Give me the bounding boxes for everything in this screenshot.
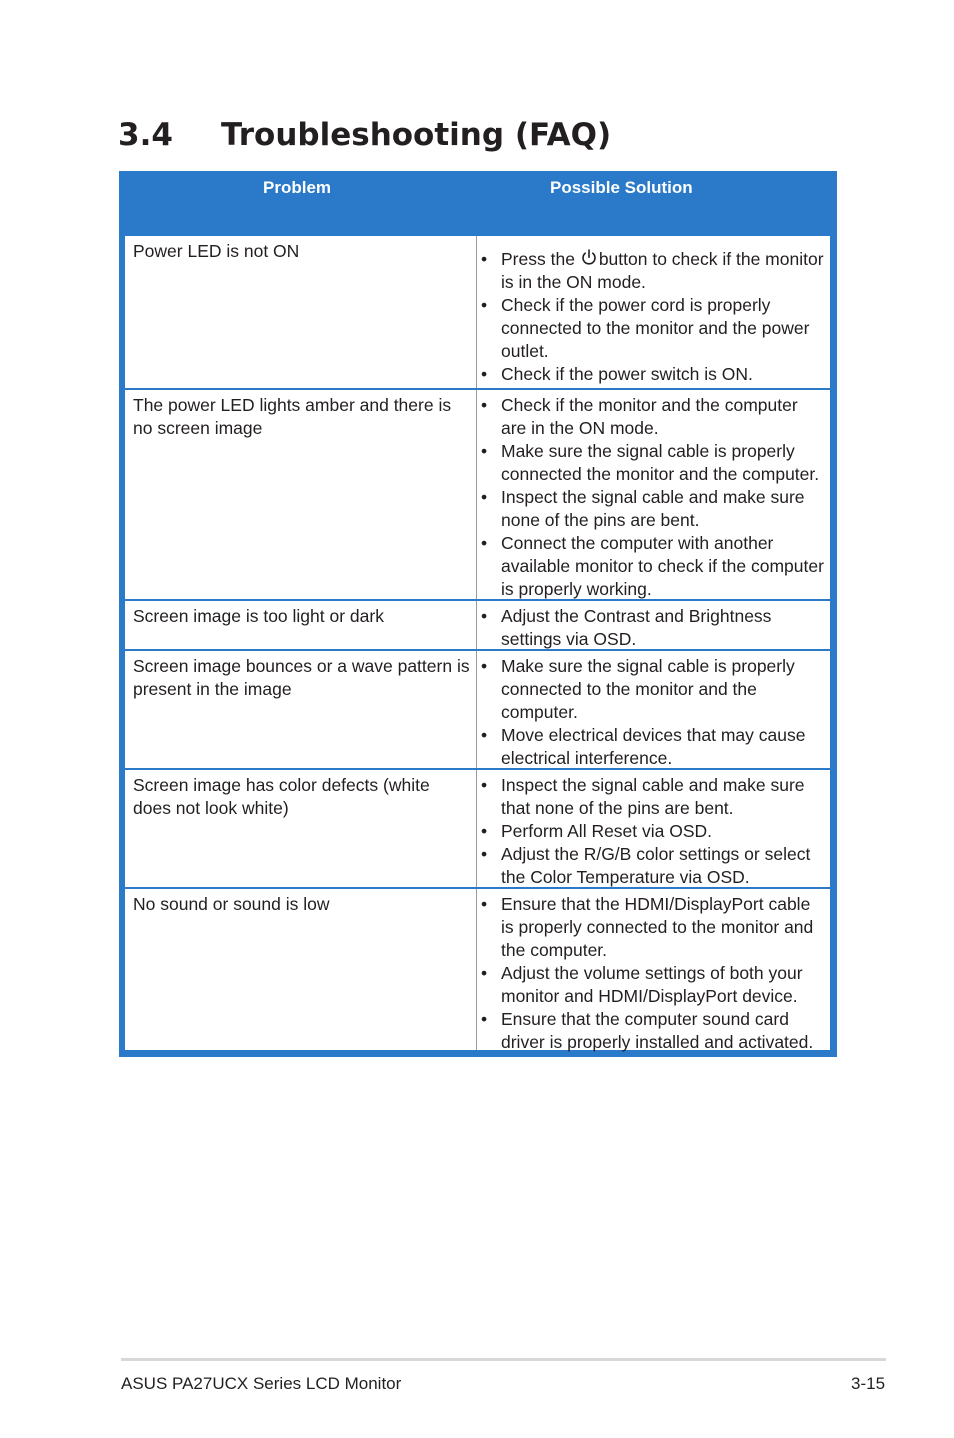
troubleshooting-table <box>119 171 837 1057</box>
solution-list <box>481 655 826 770</box>
footer-divider <box>121 1358 886 1361</box>
solution-item: • Make sure the signal cable is properly connected to the monitor and the computer. <box>481 655 826 724</box>
solution-list <box>481 248 826 386</box>
solution-cell <box>476 601 830 649</box>
table-row <box>125 770 830 887</box>
solution-list <box>481 394 826 601</box>
solution-text-before: Press the <box>501 249 575 269</box>
section-number: 3.4 <box>118 117 173 153</box>
solution-item: • Ensure that the computer sound card driver is properly installed and activated. <box>481 1008 826 1054</box>
solution-cell <box>476 651 830 768</box>
solution-item: • Inspect the signal cable and make sure none of the pins are bent. <box>481 486 826 532</box>
section-title: Troubleshooting (FAQ) <box>221 117 612 153</box>
solution-cell <box>476 889 830 1050</box>
solution-item: • Adjust the Contrast and Brightness settings via OSD. <box>481 605 826 651</box>
solution-item <box>481 248 826 294</box>
solution-item: • Check if the monitor and the computer are in the ON mode. <box>481 394 826 440</box>
solution-list <box>481 774 826 889</box>
solution-cell <box>476 390 830 599</box>
column-header-solution: Possible Solution <box>550 178 693 197</box>
problem-cell: Screen image has color defects (white does not look white) <box>133 775 430 818</box>
solution-item: • Check if the power cord is properly connected to the monitor and the power outlet. <box>481 294 826 363</box>
solution-item: • Adjust the R/G/B color settings or select the Color Temperature via OSD. <box>481 843 826 889</box>
solution-list <box>481 605 826 651</box>
problem-cell: Screen image is too light or dark <box>133 606 384 626</box>
solution-item: • Check if the power switch is ON. <box>481 363 826 386</box>
section-heading <box>118 112 611 158</box>
solution-item: • Make sure the signal cable is properly connected the monitor and the computer. <box>481 440 826 486</box>
page-number: 3-15 <box>851 1374 886 1393</box>
solution-item: • Inspect the signal cable and make sure that none of the pins are bent. <box>481 774 826 820</box>
problem-cell: The power LED lights amber and there is no screen image <box>133 395 452 438</box>
problem-cell: Screen image bounces or a wave pattern is present in the image <box>133 656 470 699</box>
problem-cell: No sound or sound is low <box>133 894 330 914</box>
table-row <box>125 889 830 1050</box>
column-header-problem: Problem <box>263 178 332 197</box>
solution-list <box>481 893 826 1054</box>
table-row <box>125 651 830 768</box>
solution-item: • Move electrical devices that may cause electrical interference. <box>481 724 826 770</box>
table-row <box>125 601 830 649</box>
solution-item: • Adjust the volume settings of both your monitor and HDMI/DisplayPort device. <box>481 962 826 1008</box>
power-icon <box>581 249 597 266</box>
solution-item: • Ensure that the HDMI/DisplayPort cable is properly connected to the monitor and the computer. <box>481 893 826 962</box>
table-row <box>125 236 830 388</box>
problem-cell: Power LED is not ON <box>133 241 300 261</box>
solution-cell <box>476 770 830 887</box>
table-row <box>125 390 830 599</box>
solution-item: • Connect the computer with another available monitor to check if the computer is properly working. <box>481 532 826 601</box>
solution-text-after: button to check if the monitor is in the ON mode. <box>501 249 824 292</box>
footer-product-name: ASUS PA27UCX Series LCD Monitor <box>121 1374 402 1393</box>
solution-item: • Perform All Reset via OSD. <box>481 820 826 843</box>
solution-cell <box>476 236 830 388</box>
